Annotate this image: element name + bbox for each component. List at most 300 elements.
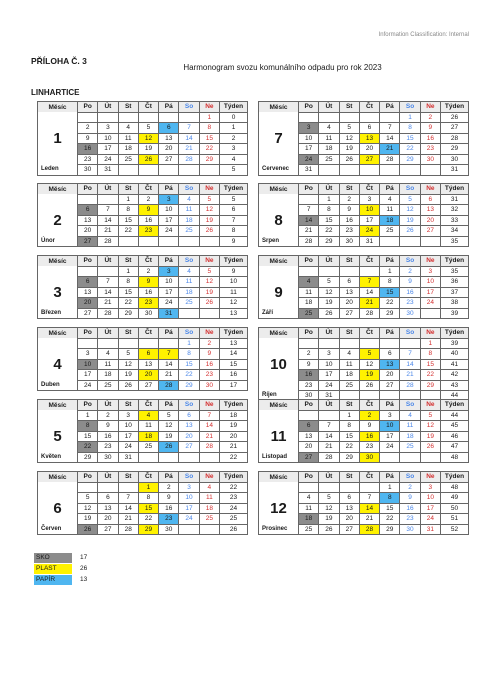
column-header: Út <box>98 256 118 267</box>
column-header: So <box>400 102 420 113</box>
day-cell: 28 <box>98 308 118 319</box>
day-cell <box>179 236 199 247</box>
day-cell: 24 <box>359 226 379 237</box>
header-row <box>259 400 469 411</box>
week-number: 12 <box>220 298 248 309</box>
day-cell: 6 <box>359 123 379 134</box>
day-cell <box>400 236 420 247</box>
week-row <box>38 298 248 309</box>
day-cell: 17 <box>159 215 179 226</box>
week-row <box>259 431 469 442</box>
day-cell: 24 <box>319 380 339 391</box>
day-cell: 14 <box>179 133 199 144</box>
day-cell: 28 <box>359 524 379 535</box>
day-cell: 24 <box>299 154 319 165</box>
month-table <box>258 183 469 247</box>
day-cell: 4 <box>319 123 339 134</box>
week-row <box>38 338 248 349</box>
day-cell: 9 <box>199 349 219 360</box>
week-number: 34 <box>441 226 469 237</box>
week-row <box>38 236 248 247</box>
day-cell <box>319 410 339 421</box>
day-cell: 14 <box>118 503 138 514</box>
week-number: 42 <box>441 370 469 381</box>
day-cell: 23 <box>78 154 98 165</box>
day-cell: 9 <box>400 493 420 504</box>
day-cell <box>159 165 179 176</box>
day-cell: 24 <box>179 514 199 525</box>
day-cell: 2 <box>400 266 420 277</box>
column-header: St <box>118 400 138 411</box>
day-cell: 1 <box>138 482 158 493</box>
day-cell: 27 <box>78 308 98 319</box>
day-cell: 4 <box>199 482 219 493</box>
day-cell: 6 <box>380 349 400 360</box>
day-cell <box>118 112 138 123</box>
day-cell: 11 <box>179 205 199 216</box>
day-cell <box>380 338 400 349</box>
month-name: Červenec <box>259 165 299 176</box>
day-cell: 28 <box>400 380 420 391</box>
day-cell: 26 <box>339 154 359 165</box>
day-cell: 20 <box>339 514 359 525</box>
week-row <box>259 266 469 277</box>
day-cell: 2 <box>138 266 158 277</box>
day-cell: 21 <box>159 370 179 381</box>
week-row <box>259 308 469 319</box>
column-header: Čt <box>359 400 379 411</box>
column-header: St <box>118 472 138 483</box>
header-row <box>38 472 248 483</box>
month-table <box>37 255 248 319</box>
day-cell: 4 <box>118 123 138 134</box>
day-cell <box>199 308 219 319</box>
day-cell: 27 <box>98 524 118 535</box>
day-cell: 19 <box>159 431 179 442</box>
day-cell: 6 <box>78 277 98 288</box>
day-cell: 8 <box>380 493 400 504</box>
day-cell: 9 <box>420 123 440 134</box>
day-cell: 11 <box>98 359 118 370</box>
day-cell: 24 <box>380 442 400 453</box>
day-cell: 14 <box>359 287 379 298</box>
day-cell <box>179 524 199 535</box>
day-cell: 8 <box>118 277 138 288</box>
column-header: Po <box>78 328 98 339</box>
day-cell: 17 <box>78 370 98 381</box>
month-name: Říjen <box>259 391 299 402</box>
day-cell: 26 <box>159 442 179 453</box>
header-row <box>259 328 469 339</box>
day-cell: 19 <box>78 514 98 525</box>
day-cell <box>299 410 319 421</box>
column-header: Ne <box>420 184 440 195</box>
column-header: So <box>179 328 199 339</box>
month-number: 6 <box>38 503 78 514</box>
column-header: Měsíc <box>259 328 299 339</box>
week-row <box>38 277 248 288</box>
column-header: Ne <box>420 400 440 411</box>
day-cell: 4 <box>98 349 118 360</box>
week-row <box>38 370 248 381</box>
day-cell: 16 <box>159 503 179 514</box>
day-cell <box>339 482 359 493</box>
month-cell <box>38 410 78 421</box>
day-cell: 29 <box>400 154 420 165</box>
day-cell: 20 <box>380 370 400 381</box>
column-header: So <box>179 400 199 411</box>
day-cell: 25 <box>299 308 319 319</box>
day-cell: 19 <box>359 370 379 381</box>
column-header: Po <box>299 102 319 113</box>
day-cell: 5 <box>400 194 420 205</box>
day-cell: 7 <box>400 349 420 360</box>
day-cell: 23 <box>420 144 440 155</box>
day-cell: 13 <box>380 359 400 370</box>
month-cell <box>259 112 299 123</box>
week-number: 44 <box>441 410 469 421</box>
day-cell: 15 <box>199 133 219 144</box>
day-cell: 18 <box>339 370 359 381</box>
column-header: Út <box>319 472 339 483</box>
week-row <box>38 165 248 176</box>
document-title: Harmonogram svozu komunálního odpadu pro rok 2023 <box>183 63 382 72</box>
day-cell: 8 <box>118 205 138 216</box>
column-header: Pá <box>159 102 179 113</box>
week-row <box>259 236 469 247</box>
week-row <box>259 524 469 535</box>
day-cell: 11 <box>138 421 158 432</box>
day-cell: 12 <box>78 503 98 514</box>
week-number: 9 <box>220 236 248 247</box>
day-cell: 24 <box>420 514 440 525</box>
day-cell: 4 <box>339 349 359 360</box>
week-row <box>259 359 469 370</box>
day-cell <box>420 236 440 247</box>
day-cell: 5 <box>359 349 379 360</box>
day-cell <box>118 165 138 176</box>
day-cell: 30 <box>400 524 420 535</box>
week-number: 31 <box>441 194 469 205</box>
week-row <box>259 442 469 453</box>
day-cell <box>138 338 158 349</box>
day-cell: 25 <box>380 226 400 237</box>
day-cell <box>159 112 179 123</box>
month-number: 5 <box>38 431 78 442</box>
day-cell: 6 <box>339 493 359 504</box>
week-number: 27 <box>441 123 469 134</box>
legend-papir-count: 13 <box>80 576 88 583</box>
day-cell: 17 <box>159 287 179 298</box>
week-row <box>38 144 248 155</box>
column-header: Út <box>319 256 339 267</box>
column-header: Po <box>78 184 98 195</box>
day-cell: 26 <box>199 226 219 237</box>
day-cell: 19 <box>118 370 138 381</box>
day-cell: 23 <box>400 514 420 525</box>
week-row <box>259 482 469 493</box>
legend <box>34 552 87 585</box>
day-cell <box>339 338 359 349</box>
column-header: Čt <box>359 184 379 195</box>
day-cell: 30 <box>420 154 440 165</box>
week-number: 5 <box>220 194 248 205</box>
column-header: St <box>118 184 138 195</box>
column-header: Měsíc <box>38 256 78 267</box>
day-cell <box>159 452 179 463</box>
day-cell <box>199 165 219 176</box>
day-cell <box>319 165 339 176</box>
week-row <box>38 410 248 421</box>
week-number: 37 <box>441 287 469 298</box>
day-cell: 4 <box>179 194 199 205</box>
day-cell: 11 <box>299 503 319 514</box>
day-cell <box>179 308 199 319</box>
day-cell: 19 <box>400 215 420 226</box>
day-cell: 10 <box>319 359 339 370</box>
day-cell: 4 <box>179 266 199 277</box>
week-number: 51 <box>441 514 469 525</box>
column-header: Ne <box>199 184 219 195</box>
column-header: Po <box>299 256 319 267</box>
month-cell <box>38 154 78 165</box>
day-cell: 10 <box>359 205 379 216</box>
day-cell <box>380 165 400 176</box>
column-header: So <box>179 102 199 113</box>
day-cell: 10 <box>380 421 400 432</box>
day-cell: 28 <box>98 236 118 247</box>
day-cell <box>98 338 118 349</box>
month-cell <box>38 112 78 123</box>
week-row <box>259 380 469 391</box>
column-header: Měsíc <box>259 400 299 411</box>
day-cell: 17 <box>420 287 440 298</box>
column-header: So <box>400 184 420 195</box>
day-cell: 25 <box>118 154 138 165</box>
column-header: Pá <box>159 256 179 267</box>
day-cell: 3 <box>159 266 179 277</box>
column-header: Ne <box>420 328 440 339</box>
day-cell: 3 <box>78 349 98 360</box>
day-cell: 21 <box>299 226 319 237</box>
week-number: 40 <box>441 349 469 360</box>
column-header: Po <box>299 328 319 339</box>
day-cell: 3 <box>179 482 199 493</box>
day-cell: 19 <box>319 298 339 309</box>
header-row <box>38 256 248 267</box>
day-cell: 17 <box>179 503 199 514</box>
month-cell <box>259 277 299 288</box>
month-cell <box>38 338 78 349</box>
day-cell: 20 <box>159 144 179 155</box>
day-cell: 15 <box>179 359 199 370</box>
day-cell: 14 <box>199 421 219 432</box>
week-row <box>259 287 469 298</box>
week-row <box>38 215 248 226</box>
legend-sko-label: SKO <box>34 553 72 563</box>
week-number: 25 <box>220 514 248 525</box>
column-header: Pá <box>380 400 400 411</box>
column-header: St <box>339 328 359 339</box>
month-number: 3 <box>38 287 78 298</box>
day-cell: 2 <box>78 123 98 134</box>
week-row <box>259 154 469 165</box>
day-cell: 7 <box>179 123 199 134</box>
day-cell: 9 <box>98 421 118 432</box>
day-cell: 19 <box>420 431 440 442</box>
column-header: Po <box>78 472 98 483</box>
day-cell: 13 <box>179 421 199 432</box>
header-row <box>38 328 248 339</box>
month-cell <box>259 226 299 237</box>
week-row <box>38 421 248 432</box>
week-row <box>38 266 248 277</box>
column-header: Ne <box>199 328 219 339</box>
month-name: Listopad <box>259 452 299 463</box>
week-row <box>259 133 469 144</box>
week-number: 32 <box>441 205 469 216</box>
day-cell: 3 <box>420 266 440 277</box>
month-cell <box>38 514 78 525</box>
month-cell <box>38 298 78 309</box>
day-cell: 18 <box>98 370 118 381</box>
month-calendar-6 <box>37 471 248 535</box>
day-cell: 10 <box>420 277 440 288</box>
day-cell: 26 <box>359 380 379 391</box>
day-cell: 7 <box>199 410 219 421</box>
day-cell: 1 <box>400 112 420 123</box>
week-number: 22 <box>220 482 248 493</box>
month-cell <box>259 205 299 216</box>
day-cell <box>380 236 400 247</box>
day-cell: 1 <box>420 338 440 349</box>
week-number: 47 <box>441 442 469 453</box>
column-header: Čt <box>138 328 158 339</box>
column-header: Čt <box>138 256 158 267</box>
column-header: Pá <box>380 102 400 113</box>
day-cell: 29 <box>138 524 158 535</box>
day-cell: 12 <box>319 287 339 298</box>
day-cell: 27 <box>359 154 379 165</box>
day-cell: 20 <box>138 370 158 381</box>
week-number: 46 <box>441 431 469 442</box>
month-calendar-10 <box>258 327 469 402</box>
column-header: So <box>400 256 420 267</box>
week-number: 31 <box>441 165 469 176</box>
day-cell: 2 <box>339 194 359 205</box>
day-cell: 5 <box>199 194 219 205</box>
week-number: 10 <box>220 277 248 288</box>
week-number: 3 <box>220 144 248 155</box>
month-cell <box>38 144 78 155</box>
month-table <box>258 101 469 176</box>
column-header: Pá <box>380 472 400 483</box>
month-cell <box>38 266 78 277</box>
day-cell <box>98 266 118 277</box>
day-cell: 28 <box>299 236 319 247</box>
week-row <box>259 205 469 216</box>
day-cell: 18 <box>179 215 199 226</box>
day-cell <box>319 338 339 349</box>
day-cell <box>179 165 199 176</box>
day-cell: 3 <box>159 194 179 205</box>
header-row <box>259 256 469 267</box>
month-cell <box>38 493 78 504</box>
month-number: 8 <box>259 215 299 226</box>
month-number: 11 <box>259 431 299 442</box>
month-name: Květen <box>38 452 78 463</box>
day-cell: 10 <box>78 359 98 370</box>
day-cell: 1 <box>380 482 400 493</box>
day-cell: 7 <box>299 205 319 216</box>
week-row <box>259 277 469 288</box>
week-number: 7 <box>220 215 248 226</box>
month-calendar-3 <box>37 255 248 319</box>
day-cell: 27 <box>380 380 400 391</box>
day-cell: 30 <box>98 452 118 463</box>
day-cell: 31 <box>118 452 138 463</box>
column-header: Út <box>98 328 118 339</box>
column-header: Pá <box>159 400 179 411</box>
column-header: St <box>118 102 138 113</box>
day-cell: 1 <box>319 194 339 205</box>
week-number: 15 <box>220 359 248 370</box>
week-row <box>259 215 469 226</box>
day-cell: 7 <box>159 349 179 360</box>
day-cell: 9 <box>339 205 359 216</box>
day-cell: 11 <box>319 133 339 144</box>
day-cell: 6 <box>420 194 440 205</box>
day-cell: 9 <box>78 133 98 144</box>
day-cell: 2 <box>159 482 179 493</box>
day-cell: 6 <box>339 277 359 288</box>
column-header: Měsíc <box>259 102 299 113</box>
day-cell <box>299 482 319 493</box>
day-cell <box>98 112 118 123</box>
day-cell: 27 <box>138 380 158 391</box>
day-cell: 24 <box>118 442 138 453</box>
column-header: So <box>400 472 420 483</box>
header-row <box>38 184 248 195</box>
week-row <box>259 452 469 463</box>
day-cell: 23 <box>299 380 319 391</box>
month-cell <box>259 380 299 391</box>
legend-plast-label: PLAST <box>34 564 72 574</box>
week-row <box>259 349 469 360</box>
month-cell <box>259 421 299 432</box>
day-cell: 22 <box>118 226 138 237</box>
day-cell: 24 <box>159 226 179 237</box>
week-number: 13 <box>220 338 248 349</box>
day-cell: 28 <box>159 380 179 391</box>
week-row <box>259 410 469 421</box>
day-cell: 21 <box>199 431 219 442</box>
week-number: 39 <box>441 338 469 349</box>
week-number: 18 <box>220 410 248 421</box>
day-cell: 5 <box>118 349 138 360</box>
day-cell <box>78 194 98 205</box>
month-number: 2 <box>38 215 78 226</box>
column-header: So <box>400 400 420 411</box>
month-calendar-9 <box>258 255 469 319</box>
week-number: 38 <box>441 298 469 309</box>
day-cell: 31 <box>359 236 379 247</box>
day-cell: 27 <box>159 154 179 165</box>
day-cell <box>359 482 379 493</box>
day-cell: 3 <box>299 123 319 134</box>
day-cell: 18 <box>380 215 400 226</box>
day-cell: 11 <box>339 359 359 370</box>
